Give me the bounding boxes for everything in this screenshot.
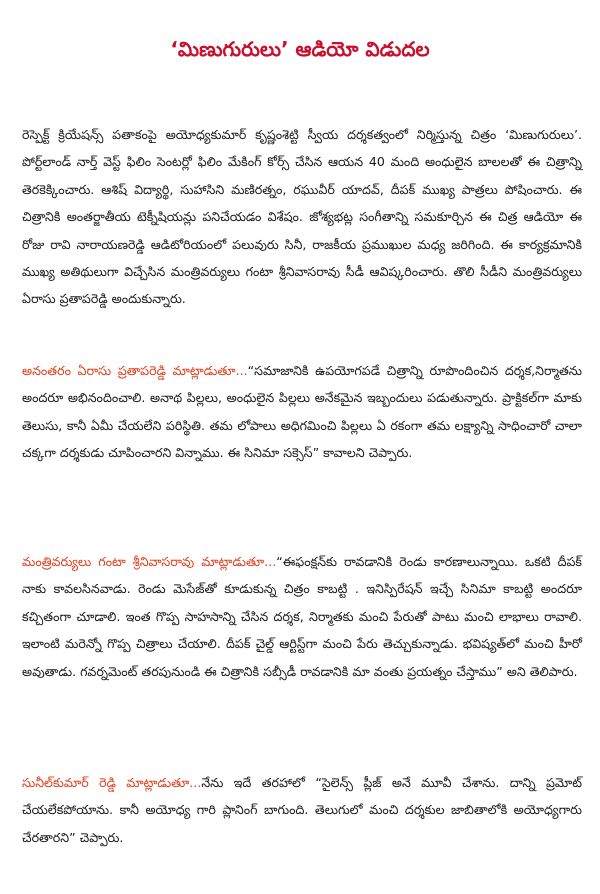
paragraph-erasu-text: “సమాజానికి ఉపయోగపడే చిత్రాన్ని రూపొందించిన దర్శక,నిర్మాతను అందరూ అభినందించాలి. అనాథ పిల్లలు, అంధులైన పిల్లలు అనేకమైన ఇబ్బందులు పడుతున్నారు. ప్రాక్టికల్‌గా మాకు తెలుసు, కానీ ఏమీ చేయలేని పరిస్థితి. తమ లోపాలు అధిగమించి పిల్లలు ఏ రకంగా తమ లక్ష్యాన్ని సాధించారో చాలా చక్కగా దర్శకుడు చూపించారని విన్నాము. ఈ సినిమా సక్సెస్” కావాలని చెప్పారు. <box>22 363 582 461</box>
paragraph-ganta-speech <box>22 548 582 685</box>
paragraph-ganta-lead: మంత్రివర్యులు గంటా శ్రీనివాసరావు మాట్లాడుతూ... <box>22 554 277 569</box>
article-title: ‘మిణుగురులు’ ఆడియో విడుదల <box>170 37 430 61</box>
paragraph-erasu-speech <box>22 357 582 467</box>
paragraph-sunil-lead: సునీల్‌కుమార్ రెడ్డి మాట్లాడుతూ... <box>22 775 202 790</box>
paragraph-ganta-text: “ఈఫంక్షన్‌కు రావడానికి రెండు కారణాలున్నాయి. ఒకటి దీపక్ నాకు కావలసినవాడు. రెండు మెసేజ్‌తో కూడుకున్న చిత్రం కాబట్టి . ఇనిస్పిరేషన్ ఇచ్చే సినిమా కాబట్టి అందరూ కచ్చితంగా చూడాలి. ఇంత గొప్ప సాహసాన్ని చేసిన దర్శక, నిర్మాతకు మంచి పేరుతో పాటు మంచి లాభాలు రావాలి. ఇలాంటి మరెన్నో గొప్ప చిత్రాలు చేయాలి. దీపక్ చైల్డ్ ఆర్టిస్ట్‌గా మంచి పేరు తెచ్చుకున్నాడు. భవిష్యత్‌లో మంచి హీరో అవుతాడు. గవర్నమెంట్ తరపునుండి ఈ చిత్రానికి సబ్సీడీ రావడానికి మా వంతు ప్రయత్నం చేస్తాము” అని తెలిపారు. <box>22 554 582 679</box>
paragraph-sunil-text: నేను ఇదే తరహాలో “సైలెన్స్ ప్లీజ్ అనే మూవీ చేశాను. దాన్ని ప్రమోట్ చేయలేకపోయాను. కానీ అయోధ్య గారి ప్లానింగ్ బాగుంది. తెలుగులో మంచి దర్శకుల జాబితాలోకి అయోధ్యగారు చేరతారని” చెప్పారు. <box>22 775 582 845</box>
paragraph-sunil-speech <box>22 769 582 851</box>
paragraph-intro <box>22 121 582 313</box>
paragraph-intro-text: రెస్పెక్ట్ క్రియేషన్స్ పతాకంపై అయోధ్యకుమార్ కృష్ణంశెట్టి స్వీయ దర్శకత్వంలో నిర్మిస్తున్న చిత్రం ‘మిణుగురులు’. పోర్ట్‌లాండ్ నార్త్ వెస్ట్ ఫిలిం సెంటర్లో ఫిలిం మేకింగ్ కోర్స్ చేసిన ఆయన 40 మంది అంధులైన బాలలతో ఈ చిత్రాన్ని తెరకెక్కించారు. ఆశిష్ విద్యార్థి, సుహాసిని మణిరత్నం, రఘువీర్ యాదవ్, దీపక్ ముఖ్య పాత్రలు పోషించారు. ఈ చిత్రానికి అంతర్జాతీయ టెక్నీషియన్లు పనిచేయడం విశేషం. జోశ్యభట్ల సంగీతాన్ని సమకూర్చిన ఈ చిత్ర ఆడియో ఈ రోజు రావి నారాయణరెడ్డి ఆడిటోరియంలో పలువురు సినీ, రాజకీయ ప్రముఖుల మధ్య జరిగింది. ఈ కార్యక్రమానికి ముఖ్య అతిథులుగా విచ్చేసిన మంత్రివర్యులు గంటా శ్రీనివాసరావు సీడీ ఆవిష్కరించారు. తొలి సీడీని మంత్రివర్యులు ఏరాసు ప్రతాపరెడ్డి అందుకున్నారు. <box>22 127 582 307</box>
paragraph-erasu-lead: అనంతరం ఏరాసు ప్రతాపరెడ్డి మాట్లాడుతూ... <box>22 363 248 378</box>
